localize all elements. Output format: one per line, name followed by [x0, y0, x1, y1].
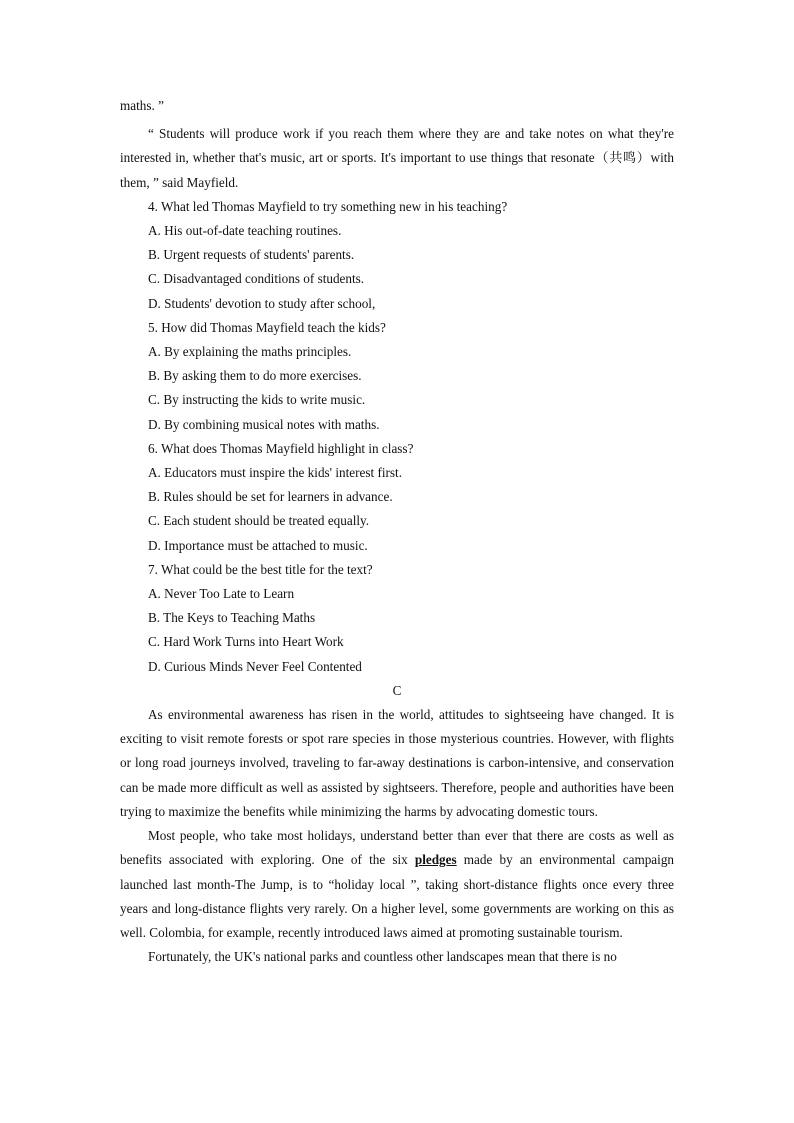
option-a: A. His out-of-date teaching routines.	[148, 223, 342, 239]
option-d: D. Curious Minds Never Feel Contented	[148, 658, 362, 674]
option-c: C. Disadvantaged conditions of students.	[148, 271, 365, 287]
option-b: B. Rules should be set for learners in advance.	[148, 489, 393, 505]
option-a: A. Never Too Late to Learn	[148, 586, 295, 602]
option-b: B. By asking them to do more exercises.	[148, 368, 362, 384]
option-a: A. Educators must inspire the kids' interest first.	[148, 465, 402, 481]
passage-b-quote-paragraph: “ Students will produce work if you reach them where they are and take notes on what they're interested in, whether that's music, art or sports. It's important to use things that resonate（共鸣）with them, ” said Mayfield.	[120, 126, 674, 190]
option-d: D. Importance must be attached to music.	[148, 537, 368, 553]
highlighted-word-pledges: pledges	[414, 852, 457, 868]
passage-b-closing-line: maths. ”	[120, 98, 164, 113]
question-5	[120, 316, 674, 437]
question-stem: 5. How did Thomas Mayfield teach the kids?	[148, 319, 386, 335]
option-c: C. Hard Work Turns into Heart Work	[148, 634, 344, 650]
question-stem: 4. What led Thomas Mayfield to try something new in his teaching?	[148, 198, 508, 214]
option-b: B. Urgent requests of students' parents.	[148, 247, 355, 263]
question-6	[120, 437, 674, 558]
option-c: C. By instructing the kids to write music.	[148, 392, 366, 408]
passage-c-paragraph-1: As environmental awareness has risen in the world, attitudes to sightseeing have changed. It is exciting to visit remote forests or spot rare species in those mysterious countries. However, with flights or long road journeys involved, traveling to far-away destinations is carbon-intensive, and conservation can be made more difficult as well as assisted by sightseers. Therefore, people and authorities have been trying to maximize the benefits while minimizing the harms by advocating domestic tours.	[120, 707, 674, 819]
option-d: D. Students' devotion to study after school,	[148, 295, 376, 311]
option-b: B. The Keys to Teaching Maths	[148, 610, 316, 626]
passage-c-heading: C	[392, 682, 402, 698]
question-stem: 7. What could be the best title for the text?	[148, 561, 373, 577]
question-4	[120, 195, 674, 316]
paragraph-text-before: Most people, who take most holidays, understand better than ever that there are costs as well as benefits associated with exploring. One of the six	[120, 828, 674, 868]
page-content	[120, 94, 674, 969]
paragraph-text-after: made by an environmental campaign launched last month-The Jump, is to “holiday local ”, taking short-distance flights once every three years and long-distance flights very rarely. On a higher level, some governments are working on this as well. Colombia, for example, recently introduced laws aimed at promoting sustainable tourism.	[120, 852, 675, 940]
question-7	[120, 558, 674, 679]
passage-c-paragraph-3: Fortunately, the UK's national parks and countless other landscapes mean that there is no	[148, 949, 617, 965]
option-c: C. Each student should be treated equally.	[148, 513, 370, 529]
passage-c-paragraph-2	[120, 824, 674, 945]
option-d: D. By combining musical notes with maths.	[148, 416, 380, 432]
option-a: A. By explaining the maths principles.	[148, 344, 352, 360]
question-stem: 6. What does Thomas Mayfield highlight in class?	[148, 440, 414, 456]
